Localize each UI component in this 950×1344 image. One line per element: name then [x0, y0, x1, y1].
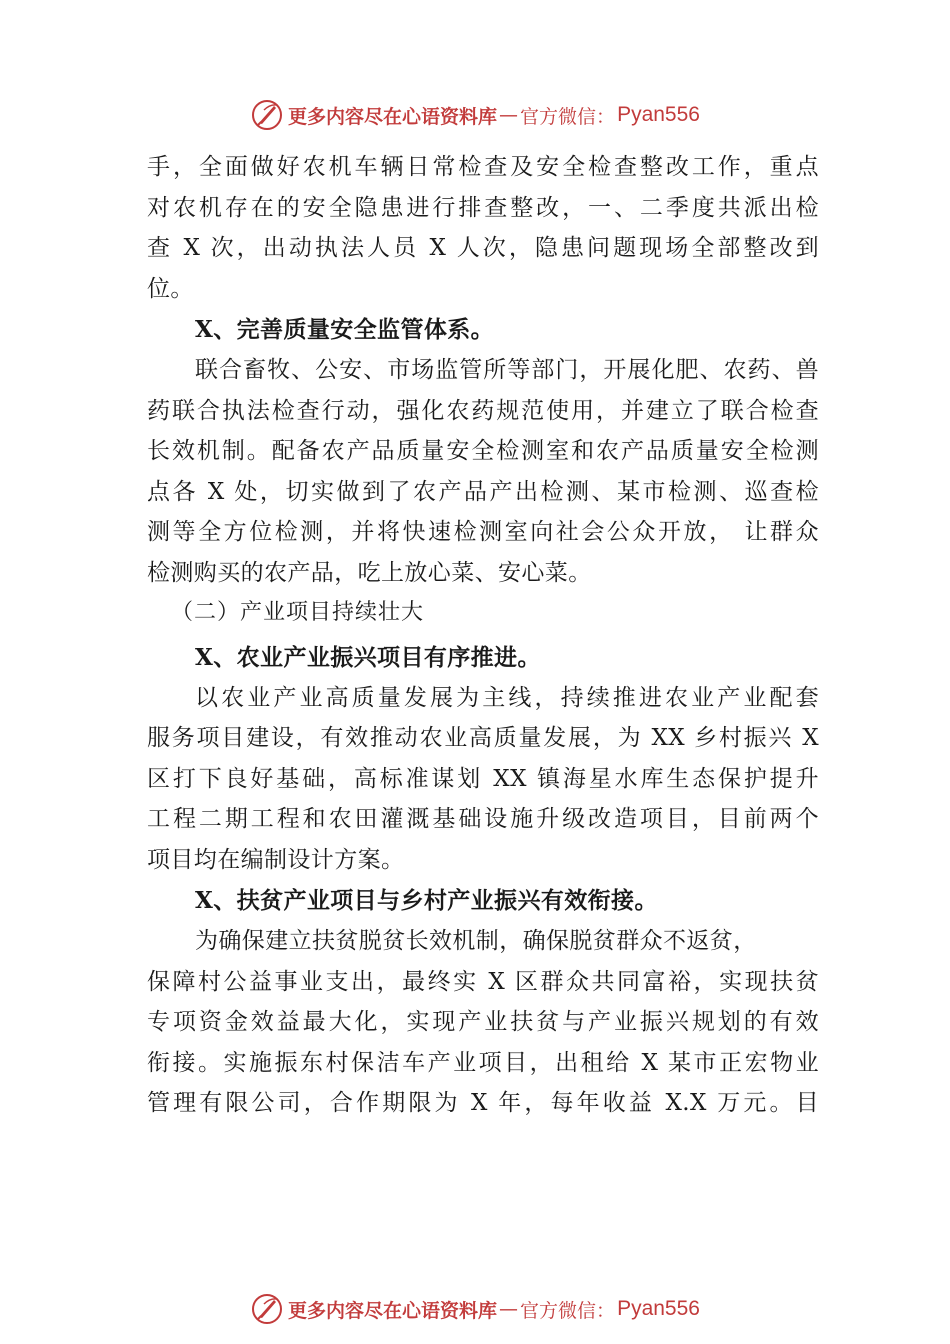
footer-site-text: 更多内容尽在心语资料库 — [288, 1299, 498, 1322]
text-line: 查 X 次，出动执法人员 X 人次，隐患问题现场全部整改到 — [147, 235, 819, 261]
footer-wechat-label: 官方微信： — [520, 1299, 616, 1322]
text-line: 测等全方位检测，并将快速检测室向社会公众开放， 让群众 — [147, 519, 819, 545]
text-line: 工程二期工程和农田灌溉基础设施升级改造项目，目前两个 — [147, 806, 819, 832]
text-line: 联合畜牧、公安、市场监管所等部门，开展化肥、农药、兽 — [195, 357, 819, 383]
header-dash: — — [499, 104, 519, 126]
header-wechat-label: 官方微信： — [520, 105, 616, 128]
header-site-text: 更多内容尽在心语资料库 — [288, 105, 498, 128]
text-line: 点各 X 处，切实做到了农产品产出检测、某市检测、巡查检 — [147, 478, 819, 505]
text-line: 药联合执法检查行动，强化农药规范使用，并建立了联合检查 — [147, 397, 819, 424]
header-wechat-id: Pyan556 — [617, 103, 700, 126]
header-banner — [0, 90, 950, 140]
footer-banner — [0, 1284, 950, 1334]
quill-logo-icon — [250, 1292, 284, 1326]
text-line: 为确保建立扶贫脱贫长效机制，确保脱贫群众不返贫， — [195, 928, 757, 954]
text-line: 长效机制。配备农产品质量安全检测室和农产品质量安全检测 — [147, 438, 819, 464]
text-line: 位。 — [147, 275, 194, 302]
footer-dash: — — [499, 1298, 519, 1320]
quill-logo-icon — [250, 98, 284, 132]
text-line: 管理有限公司，合作期限为 X 年，每年收益 X.X 万元。目 — [147, 1090, 819, 1116]
section-heading: X、完善质量安全监管体系。 — [195, 316, 495, 343]
text-line: 对农机存在的安全隐患进行排查整改，一、二季度共派出检 — [147, 194, 819, 221]
text-line: 以农业产业高质量发展为主线，持续推进农业产业配套 — [195, 684, 819, 711]
text-line: 专项资金效益最大化，实现产业扶贫与产业振兴规划的有效 — [147, 1009, 819, 1035]
subsection-heading: （二）产业项目持续壮大 — [171, 600, 425, 625]
document-body — [147, 147, 819, 1124]
text-line: 区打下良好基础，高标准谋划 XX 镇海星水库生态保护提升 — [147, 765, 819, 792]
text-line: 项目均在编制设计方案。 — [147, 846, 405, 873]
text-line: 衔接。实施振东村保洁车产业项目，出租给 X 某市正宏物业 — [147, 1049, 819, 1076]
text-line: 服务项目建设，有效推动农业高质量发展，为 XX 乡村振兴 X — [147, 725, 819, 751]
section-heading: X、扶贫产业项目与乡村产业振兴有效衔接。 — [195, 887, 658, 914]
text-line: 保障村公益事业支出，最终实 X 区群众共同富裕，实现扶贫 — [147, 968, 819, 995]
footer-wechat-id: Pyan556 — [617, 1297, 700, 1320]
text-line: 检测购买的农产品，吃上放心菜、安心菜。 — [147, 559, 592, 586]
section-heading: X、农业产业振兴项目有序推进。 — [195, 643, 541, 671]
text-line: 手，全面做好农机车辆日常检查及安全检查整改工作，重点 — [147, 154, 819, 180]
